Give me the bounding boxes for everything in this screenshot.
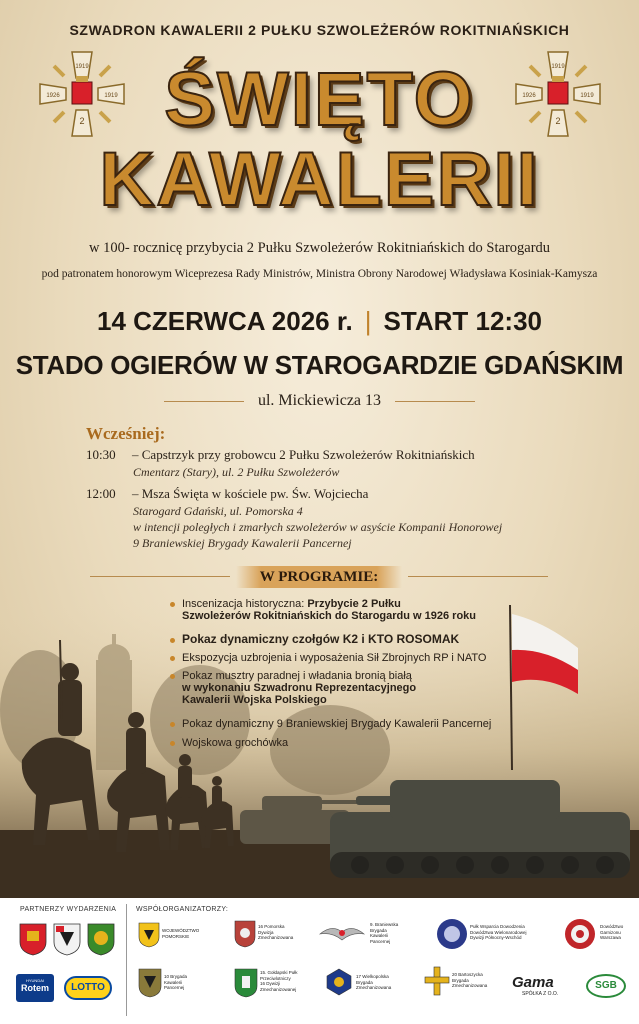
program-item: [170, 737, 288, 749]
coorganizer-label: 16 Pomorska Dywizja Zmechanizowana: [258, 924, 294, 940]
divider: [395, 401, 475, 402]
title-line-2: KAWALERII: [99, 137, 540, 222]
20-brigade-cross-icon: [424, 966, 450, 996]
organizer-line: SZWADRON KAWALERII 2 PUŁKU SZWOLEŻERÓW ROKITNIAŃSKICH: [69, 22, 570, 38]
divider: [408, 576, 548, 577]
earlier-time: 10:30: [86, 447, 116, 462]
earlier-text: – Capstrzyk przy grobowcu 2 Pułku Szwoleżerów Rokitniańskich: [132, 447, 475, 462]
program-item-cont: Kawalerii Wojska Polskiego: [182, 694, 327, 706]
program-item-bold: Przybycie 2 Pułku: [307, 598, 401, 610]
date-separator: |: [364, 306, 372, 336]
date-start-line: [0, 306, 639, 337]
event-street: ul. Mickiewicza 13: [257, 392, 382, 409]
command-support-regiment-icon: [436, 918, 468, 950]
bullet-icon: [170, 722, 175, 727]
program-item-text: Pokaz musztry paradnej i władania bronią białą: [182, 670, 412, 682]
title-line-1: ŚWIĘTO: [164, 57, 475, 142]
gmina-crest-icon: [86, 922, 116, 956]
earlier-detail: 9 Braniewskiej Brygady Kawalerii Pancernej: [133, 536, 352, 550]
program-item: [170, 718, 491, 730]
bullet-icon: [170, 602, 175, 607]
hyundai-rotem-logo: HYUNDAI Rotem: [16, 974, 54, 1002]
svg-text:1926: 1926: [522, 93, 536, 99]
svg-text:2: 2: [555, 116, 561, 126]
divider: [126, 904, 127, 1016]
16-division-badge-icon: [234, 920, 256, 948]
program-item: [170, 652, 486, 664]
9-brigade-eagle-icon: [318, 922, 366, 944]
svg-text:1919: 1919: [551, 64, 565, 70]
svg-text:1919: 1919: [104, 93, 118, 99]
program-item-cont: Szwoleżerów Rokitniańskich do Starogardu w 1926 roku: [182, 610, 477, 622]
bullet-icon: [170, 638, 175, 643]
earlier-heading: Wcześniej:: [86, 424, 166, 443]
earlier-detail: w intencji poległych i zmarłych szwoleżerów w asyście Kompanii Honorowej: [133, 520, 503, 534]
divider: [90, 576, 230, 577]
svg-text:2: 2: [79, 116, 85, 126]
program-heading: W PROGRAMIE:: [236, 566, 402, 588]
earlier-time: 12:00: [86, 486, 116, 501]
svg-text:1926: 1926: [46, 93, 60, 99]
warsaw-garrison-icon: [564, 918, 596, 950]
coorganizer-label: 17 Wielkopolska Brygada Zmechanizowana: [356, 974, 392, 990]
program-item-text: Inscenizacja historyczna:: [182, 598, 308, 610]
program-item: [170, 632, 459, 646]
event-venue: STADO OGIERÓW W STAROGARDZIE GDAŃSKIM: [15, 350, 624, 380]
coorganizer-label: Pułk Wsparcia Dowodzenia Dowództwa Wielonarodowej Dywizji Północny-Wschód: [470, 924, 527, 940]
city-crest-icon: [18, 922, 48, 956]
street-row: [0, 392, 639, 410]
earlier-detail: Starogard Gdański, ul. Pomorska 4: [133, 504, 303, 518]
bullet-icon: [170, 656, 175, 661]
subtitle: w 100- rocznicę przybycia 2 Pułku Szwoleżerów Rokitniańskich do Starogardu: [88, 240, 551, 256]
coorganizer-label: WOJEWÓDZTWO POMORSKIE: [162, 928, 200, 939]
bullet-icon: [170, 741, 175, 746]
coorganizer-label: Dowództwo Garnizonu Warszawa: [600, 924, 624, 940]
program-item-text: Ekspozycja uzbrojenia i wyposażenia Sił Zbrojnych RP i NATO: [182, 652, 487, 664]
10-brigade-badge-icon: [138, 968, 162, 998]
coorganizer-label: 20 Bartoszycka Brygada Zmechanizowana: [452, 972, 488, 988]
earlier-detail: Cmentarz (Stary), ul. 2 Pułku Szwoleżerów: [133, 465, 340, 479]
svg-text:1919: 1919: [75, 64, 89, 70]
program-item-cont: w wykonaniu Szwadronu Reprezentacyjnego: [182, 682, 417, 694]
gama-logo: Gama SPÓŁKA Z O.O.: [512, 974, 559, 997]
coorganizer-label: 15. Gołdapski Pułk Przeciwlotniczy 16 Dywizji Zmechanizowanej: [260, 970, 298, 992]
program-item-text: Pokaz dynamiczny czołgów K2 i KTO ROSOMAK: [182, 632, 460, 646]
program-item-text: Pokaz dynamiczny 9 Braniewskiej Brygady Kawalerii Pancernej: [182, 718, 492, 730]
coorganizer-label: 9. Braniewska Brygada Kawalerii Pancernej: [370, 922, 399, 944]
lotto-logo: LOTTO: [64, 976, 112, 1000]
program-item-text: Wojskowa grochówka: [182, 737, 289, 749]
coorganizers-label: WSPÓŁORGANIZATORZY:: [136, 906, 229, 913]
earlier-text: – Msza Święta w kościele pw. Św. Wojciecha: [132, 486, 369, 501]
15-regiment-badge-icon: [234, 968, 258, 998]
pomorskie-crest-icon: [138, 922, 160, 948]
17-brigade-badge-icon: [326, 968, 352, 996]
sponsors-footer: [0, 898, 639, 1024]
county-crest-icon: [52, 922, 82, 956]
event-start: START 12:30: [383, 306, 542, 336]
partners-label: PARTNERZY WYDARZENIA: [20, 906, 117, 913]
svg-text:1919: 1919: [580, 93, 594, 99]
program-item: [170, 670, 416, 706]
bullet-icon: [170, 674, 175, 679]
coorganizer-label: 10 Brygada Kawalerii Pancernej: [164, 974, 188, 990]
divider: [164, 401, 244, 402]
patronage-line: pod patronatem honorowym Wiceprezesa Rady Ministrów, Ministra Obrony Narodowej Władysława Kosiniak-Kamysza: [41, 268, 598, 280]
earlier-item: [86, 486, 368, 502]
earlier-item: [86, 447, 475, 463]
sgb-logo: SGB: [586, 974, 626, 998]
event-date: 14 CZERWCA 2026 r.: [97, 306, 353, 336]
program-item: [170, 598, 476, 622]
